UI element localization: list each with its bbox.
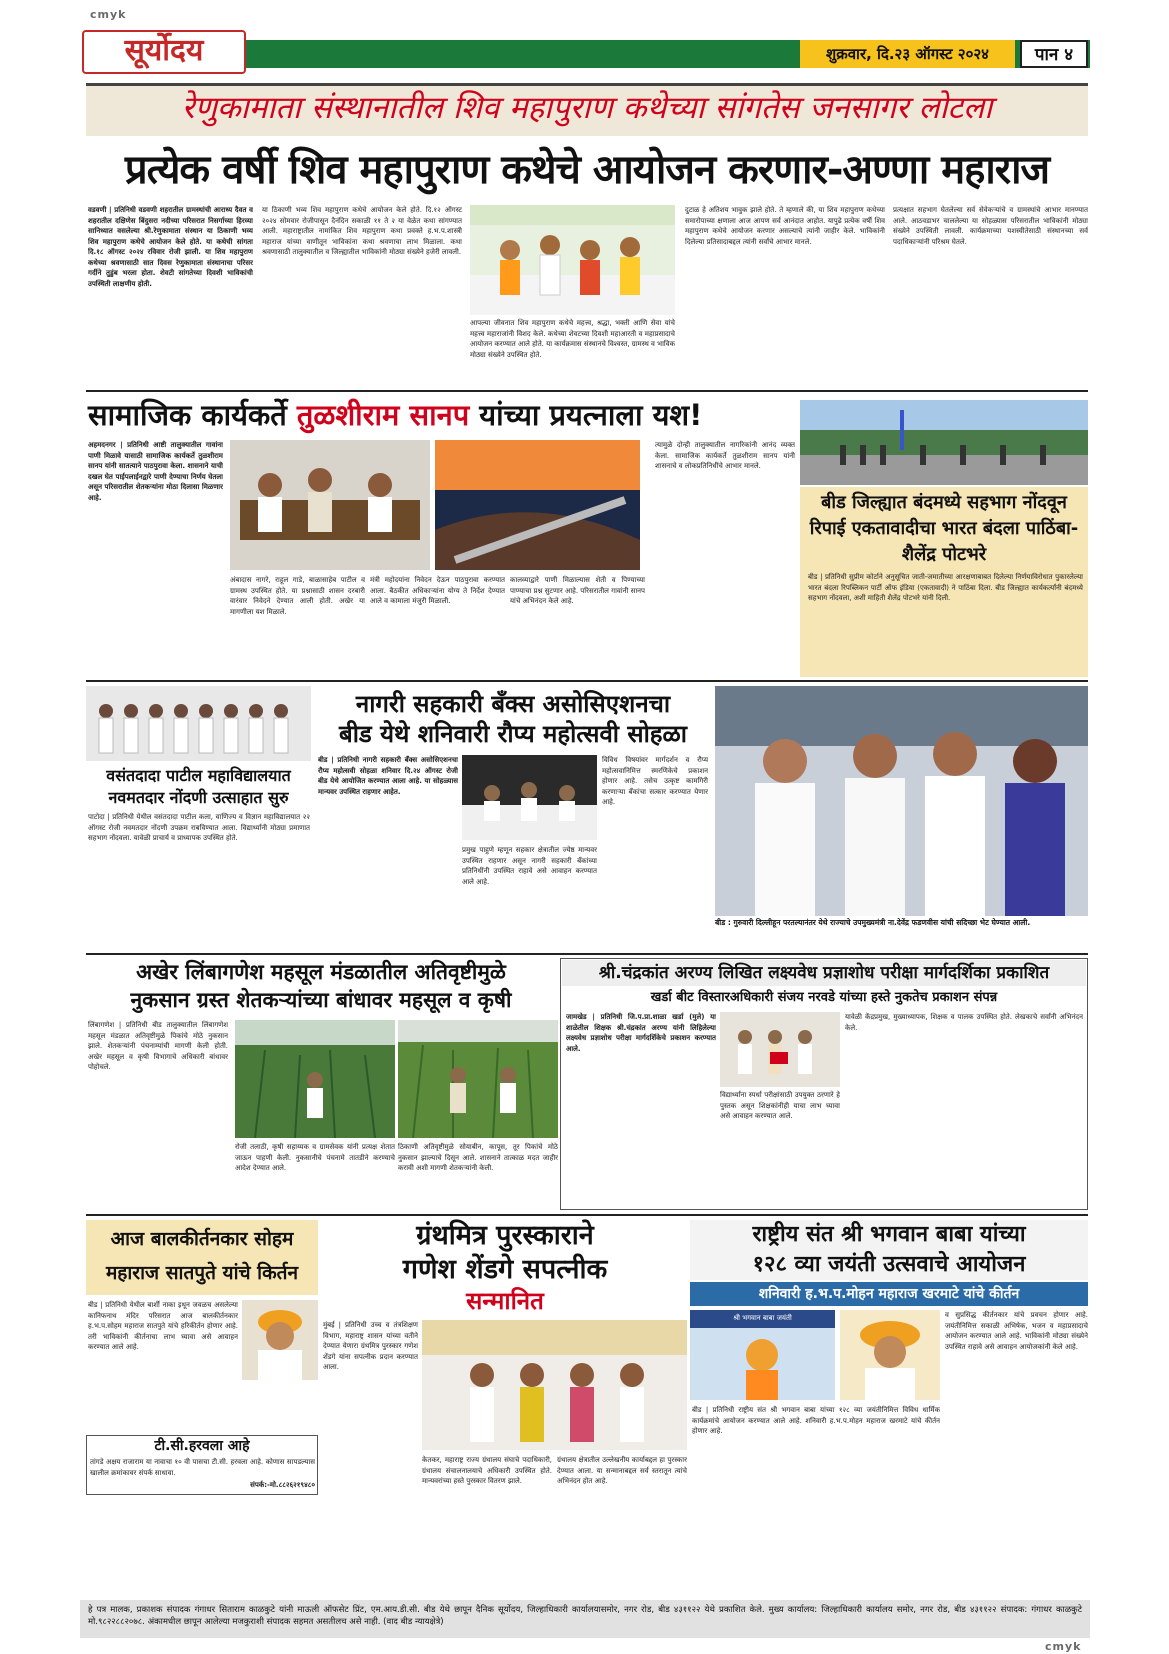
sanap-photo-2 — [435, 440, 640, 570]
bandh-headline: बीड जिल्ह्यात बंदमध्ये सहभाग नोंदवून रिपाई एकतावादीचा भारत बंदला पाठिंबा- शैलेंद्र पोटभरे — [809, 492, 1079, 565]
college-photo — [86, 686, 311, 761]
divider — [86, 680, 1088, 682]
bhagwanbaba-headline-2: १२८ व्या जयंती उत्सवाचे आयोजन — [690, 1250, 1088, 1280]
lead-headline: प्रत्येक वर्षी शिव महापुराण कथेचे आयोजन करणार-अण्णा महाराज — [124, 147, 1050, 193]
rain-headline-1: अखेर लिंबागणेश महसूल मंडळातील अतिवृष्टीमुळे — [136, 960, 506, 984]
rain-col-2: रोजी तलाठी, कृषी सहाय्यक व ग्रामसेवक यांनी प्रत्यक्ष शेतात जाऊन पाहणी केली. नुकसानीचे पंचनामे तातडीने करण्याचे आदेश देण्यात आले. — [235, 1143, 395, 1172]
book-col-2: विद्यार्थ्यांना स्पर्धा परीक्षांसाठी उपयुक्त ठरणारे हे पुस्तक असून शिक्षकांनीही याचा लाभ घ्यावा असे आवाहन करण्यात आले. — [720, 1091, 840, 1120]
sanap-col-5: त्यामुळे दोन्ही तालुक्यातील नागरिकांनी आनंद व्यक्त केला. सामाजिक कार्यकर्ते तुळशीराम सानप यांनी शासनाचे व लोकप्रतिनिधींचे आभार मानले. — [655, 441, 795, 470]
award-headline-2: गणेश शेंडगे सपत्नीक — [402, 1254, 608, 1285]
sanap-col-4: कालव्याद्वारे पाणी मिळाल्यास शेती व पिण्याच्या पाण्याचा प्रश्न सुटणार आहे. परिसरातील गावांनी सानप यांचे अभिनंदन केले आहे. — [510, 576, 645, 605]
rain-headline-2: नुकसान ग्रस्त शेतकऱ्यांच्या बांधावर महसूल व कृषी — [130, 988, 512, 1012]
book-subhead: खर्डा बीट विस्तारअधिकारी संजय नरवडे यांच्या हस्ते नुकतेच प्रकाशन संपन्न — [650, 990, 998, 1005]
divider — [86, 1214, 1088, 1216]
kirtan-headline-2: महाराज सातपुते यांचे किर्तन — [105, 1262, 299, 1284]
print-mark-bottom: cmyk — [1045, 1640, 1082, 1653]
bank-photo — [462, 755, 597, 840]
kirtan-photo — [242, 1300, 318, 1380]
book-photo — [720, 1012, 840, 1087]
sanap-headline — [88, 395, 788, 435]
college-headline-1: वसंतदादा पाटील महाविद्यालयात — [106, 766, 291, 785]
lead-kicker: रेणुकामाता संस्थानातील शिव महापुराण कथेच्या सांगतेस जनसागर लोटला — [181, 90, 993, 126]
college-body: पाटोदा | प्रतिनिधी येथील वसंतदादा पाटील कला, वाणिज्य व विज्ञान महाविद्यालयात २२ ऑगस्ट रोजी नवमतदार नोंदणी उपक्रम राबविण्यात आला. विद्यार्थ्यांनी मोठ्या प्रमाणात सहभाग नोंदवला. यावेळी प्राचार्य व प्राध्यापक उपस्थित होते. — [88, 813, 310, 842]
lost-notice-title: टी.सी.हरवला आहे — [154, 1438, 250, 1454]
college-headline-2: नवमतदार नोंदणी उत्साहात सुरु — [108, 788, 289, 807]
award-headline-3: सन्मानित — [466, 1286, 544, 1315]
meeting-photo — [715, 686, 1088, 916]
bhagwanbaba-col-2: व सुप्रसिद्ध कीर्तनकार यांचे प्रवचन होणार आहे. जयंतीनिमित्त सकाळी अभिषेक, भजन व महाप्रसादाचे आयोजन करण्यात आले आहे. भाविकांनी मोठ्या संख्येने उपस्थित राहावे असे आवाहन आयोजकांनी केले आहे. — [945, 1311, 1088, 1351]
newspaper-logo: सूर्योदय — [82, 30, 246, 74]
rain-photo-1 — [235, 1020, 395, 1138]
sanap-headline-name: तुळशीराम सानप — [296, 398, 470, 432]
sanap-headline-part2: यांच्या प्रयत्नाला यश! — [469, 398, 703, 432]
bandh-body: बीड | प्रतिनिधी सुप्रीम कोर्टाने अनुसूचित जाती-जमातीच्या आरक्षणाबाबत दिलेल्या निर्णयाविरोधात पुकारलेल्या भारत बंदला रिपब्लिकन पार्टी ऑफ इंडिया (एकतावादी) ने पाठिंबा दिला. बीड जिल्ह्यात कार्यकर्त्यांनी बंदमध्ये सहभाग नोंदवला, अशी माहिती शैलेंद्र पोटभरे यांनी दिली. — [808, 573, 1083, 602]
lead-col-4: दुटाळ हे अतिशय भावुक झाले होते. ते म्हणाले की, या शिव महापुराण कथेच्या समारोपाच्या क्षणाला आज आपण सर्व आनंदात आहोत. यापुढे प्रत्येक वर्षी शिव महापुराण कथेचे आयोजन करणार असल्याचे त्यांनी जाहीर केले. भाविकांनी दिलेल्या प्रतिसादाबद्दल त्यांनी सर्वांचे आभार मानले. — [685, 206, 885, 246]
book-col-1: जामखेड | प्रतिनिधी जि.प.प्रा.शाळा खर्डा (मुले) या शाळेतील शिक्षक श्री.चंद्रकांत अरण्य यांनी लिहिलेल्या लक्ष्यवेध प्रज्ञाशोध परीक्षा मार्गदर्शिकेचे प्रकाशन करण्यात आले. — [566, 1013, 716, 1053]
meeting-caption: बीड : गुरुवारी दिल्लीहून परतल्यानंतर येथे राज्याचे उपमुख्यमंत्री ना.देवेंद्र फडणवीस यांची सदिच्छा भेट घेण्यात आली. — [715, 918, 1031, 927]
lead-photo — [470, 205, 675, 315]
book-col-3: यावेळी केंद्रप्रमुख, मुख्याध्यापक, शिक्षक व पालक उपस्थित होते. लेखकाचे सर्वांनी अभिनंदन केले. — [845, 1013, 1083, 1032]
rain-col-1: लिंबागणेश | प्रतिनिधी बीड तालुक्यातील लिंबागणेश महसूल मंडळात अतिवृष्टीमुळे पिकांचे मोठे नुकसान झाले. शेतकऱ्यांनी पंचनाम्यांची मागणी केली होती. अखेर महसूल व कृषी विभागाचे अधिकारी बांधावर पोहोचले. — [88, 1021, 228, 1071]
sanap-photo-1 — [230, 440, 430, 570]
bank-col-3: विविध विषयांवर मार्गदर्शन व रौप्य महोत्सवानिमित्त स्मरणिकेचे प्रकाशन होणार आहे. तसेच उत्कृष्ट कामगिरी करणाऱ्या बँकांचा सत्कार करण्यात येणार आहे. — [602, 756, 708, 806]
award-headline-1: ग्रंथमित्र पुरस्काराने — [416, 1220, 594, 1251]
award-col-1: मुंबई | प्रतिनिधी उच्च व तंत्रशिक्षण विभाग, महाराष्ट्र शासन यांच्या वतीने देण्यात येणारा ग्रंथमित्र पुरस्कार गणेश शेंडगे यांना सपत्नीक प्रदान करण्यात आला. — [323, 1321, 418, 1371]
kirtan-headline-1: आज बालकीर्तनकार सोहम — [110, 1228, 294, 1250]
issue-date: शुक्रवार, दि.२३ ऑगस्ट २०२४ — [800, 40, 1015, 68]
bank-headline-1: नागरी सहकारी बँक्स असोसिएशनचा — [355, 690, 671, 718]
print-mark-top: cmyk — [90, 8, 127, 21]
divider — [86, 953, 1088, 955]
bandh-photo — [800, 400, 1088, 485]
kharmate-photo — [840, 1310, 940, 1400]
award-col-2: केतकर, महाराष्ट्र राज्य ग्रंथालय संघाचे पदाधिकारी, ग्रंथालय संचालनालयाचे अधिकारी उपस्थित होते. मान्यवरांच्या हस्ते पुरस्कार वितरण झाले. — [422, 1456, 552, 1485]
divider — [86, 390, 1088, 392]
book-headline: श्री.चंद्रकांत अरण्य लिखित लक्ष्यवेध प्रज्ञाशोध परीक्षा मार्गदर्शिका प्रकाशित — [562, 960, 1086, 986]
bank-col-2: प्रमुख पाहुणे म्हणून सहकार क्षेत्रातील ज्येष्ठ मान्यवर उपस्थित राहणार असून नागरी सहकारी बँकांच्या प्रतिनिधींनी उपस्थित राहावे असे आवाहन करण्यात आले आहे. — [462, 846, 597, 886]
award-photo — [422, 1320, 687, 1450]
rain-col-3: ठिकाणी अतिवृष्टीमुळे सोयाबीन, कापूस, तूर पिकांचे मोठे नुकसान झाल्याचे दिसून आले. शासनाने तात्काळ मदत जाहीर करावी अशी मागणी शेतकऱ्यांनी केली. — [398, 1143, 558, 1172]
bank-headline-2: बीड येथे शनिवारी रौप्य महोत्सवी सोहळा — [338, 720, 688, 748]
page-number: पान ४ — [1020, 40, 1088, 68]
bhagwanbaba-body: बीड | प्रतिनिधी राष्ट्रीय संत श्री भगवान बाबा यांच्या १२८ व्या जयंतीनिमित्त विविध धार्मिक कार्यक्रमांचे आयोजन करण्यात आले आहे. शनिवारी ह.भ.प.मोहन महाराज खरमाटे यांचे कीर्तन होणार आहे. — [692, 1406, 940, 1435]
bhagwanbaba-subhead: शनिवारी ह.भ.प.मोहन महाराज खरमाटे यांचे कीर्तन — [690, 1282, 1088, 1306]
kirtan-body: बीड | प्रतिनिधी येथील बार्शी नाका इथून जवळच असलेल्या कानिफनाथ मंदिर परिसरात आज बालकीर्तनकार ह.भ.प.सोहम महाराज सातपुते यांचे हरिकीर्तन होणार आहे. तरी भाविकांनी कीर्तनाचा लाभ घ्यावा असे आवाहन करण्यात आले आहे. — [88, 1301, 238, 1351]
sanap-col-2: अंबादास नागरे, राहूल गाडे, बाळासाहेब पाटील व ग्रामस्थ उपस्थित होते. या प्रश्नासाठी शासन दरबारी वारंवार निवेदने देण्यात आली होती. अखेर या मागणीला यश मिळाले. — [230, 576, 365, 616]
sanap-col-3: मंत्री महोदयांना निवेदन देऊन पाठपुरावा करण्यात आला. बैठकीत अधिकाऱ्यांना योग्य ते निर्देश देण्यात आले व कामाला मंजुरी मिळाली. — [370, 576, 505, 605]
bhagwanbaba-headline-1: राष्ट्रीय संत श्री भगवान बाबा यांच्या — [690, 1220, 1088, 1250]
bank-col-1: बीड | प्रतिनिधी नागरी सहकारी बँक्स असोसिएशनचा रौप्य महोत्सवी सोहळा शनिवार दि.२४ ऑगस्ट रोजी बीड येथे आयोजित करण्यात आला आहे. या सोहळ्यास मान्यवर उपस्थित राहणार आहेत. — [318, 756, 458, 796]
award-col-3: ग्रंथालय क्षेत्रातील उल्लेखनीय कार्याबद्दल हा पुरस्कार देण्यात आला. या सन्मानाबद्दल सर्व स्तरातून त्यांचे अभिनंदन होत आहे. — [557, 1456, 687, 1485]
lead-col-3: आपल्या जीवनात शिव महापुराण कथेचे महत्त्व, श्रद्धा, भक्ती आणि सेवा यांचे महत्त्व महाराजांनी विशद केले. कथेच्या शेवटच्या दिवशी महाआरती व महाप्रसादाचे आयोजन करण्यात आले होते. या कार्यक्रमास संस्थानचे विश्वस्त, ग्रामस्थ व भाविक मोठ्या संख्येने उपस्थित होते. — [470, 319, 675, 359]
lead-col-5: प्रत्यक्षात सहभाग घेतलेल्या सर्व सेवेकऱ्यांचे व ग्रामस्थांचे आभार मानण्यात आले. आठवडाभर चाललेल्या या सोहळ्यास परिसरातील भाविकांनी मोठ्या संख्येने उपस्थिती लावली. कार्यक्रमाच्या यशस्वीतेसाठी संस्थानच्या सर्व पदाधिकाऱ्यांनी परिश्रम घेतले. — [893, 206, 1088, 246]
bhagwanbaba-banner: श्री भगवान बाबा जयंती — [733, 1314, 792, 1322]
sanap-headline-part1: सामाजिक कार्यकर्ते — [88, 398, 297, 432]
rain-photo-2 — [398, 1020, 558, 1138]
imprint-footer: हे पत्र मालक, प्रकाशक संपादक गंगाधर सिताराम काळकुटे यांनी माऊली ऑफसेट प्रिंट, एम.आय.डी.सी. बीड येथे छापून दैनिक सूर्योदय, जिल्हाधिकारी कार्यालयासमोर, नगर रोड, बीड ४३११२२ येथे प्रकाशित केले. मुख्य कार्यालय: जिल्हाधिकारी कार्यालय समोर, नगर रोड, बीड ४३११२२ संपादक: गंगाधर काळकुटे मो.९८२२८८२०७८. अंकामधील छापून आलेल्या मजकुराशी संपादक सहमत असतीलच असे नाही. (वाद बीड न्यायक्षेत्रे) — [80, 1600, 1090, 1638]
lead-col-2: या ठिकाणी भव्य शिव महापुराण कथेचे आयोजन केले होते. दि.१२ ऑगस्ट २०२४ सोमवार रोजीपासून दैनंदिन सकाळी ११ ते २ या वेळेत कथा सांगण्यात आली. महाराष्ट्रातील नामांकित शिव महापुराण कथा प्रवक्ते ह.भ.प.शास्त्री महाराज यांच्या वाणीतून भाविकांना कथा श्रवणाचा लाभ मिळाला. कथा श्रवणासाठी तालुक्यातील व जिल्ह्यातील भाविकांनी मोठ्या संख्येने हजेरी लावली. — [262, 206, 462, 256]
sanap-col-1: अहमदनगर | प्रतिनिधी आष्टी तालुक्यातील गावांना पाणी मिळावे यासाठी सामाजिक कार्यकर्ते तुळशीराम सानप यांनी सातत्याने पाठपुरावा केला. शासनाने याची दखल घेत पाईपलाईनद्वारे पाणी देण्याचा निर्णय घेतला असून परिसरातील शेतकऱ्यांना मोठा दिलासा मिळणार आहे. — [88, 441, 223, 502]
lead-col-1: वडवणी | प्रतिनिधी वडवणी शहरातील ग्रामस्थांची आराध्य दैवत व शहरातील दक्षिणेस बिंदुसरा नदीच्या परिसरात निसर्गाच्या हिरव्या सानिध्यात वसलेल्या श्री.रेणुकामाता संस्थान या ठिकाणी भव्य शिव महापुराण कथेचे आयोजन केले होते. या कथेची सांगता दि.१८ ऑगस्ट २०२४ रविवार रोजी झाली. या शिव महापुराण कथेच्या श्रवणासाठी सात दिवस रेणुकामाता संस्थानाचा परिसर गर्दीने तुडुंब भरला होता. शेवटी सांगतेच्या दिवशी भाविकांची उपस्थिती लाक्षणीय होती. — [88, 206, 253, 288]
lost-notice-body: तांगडे अक्षय राजाराम या नावाचा १० वी पासचा टी.सी. हरवला आहे. कोणास सापडल्यास खालील क्रमांकावर संपर्क साधावा. — [90, 1458, 315, 1477]
lost-notice-contact: संपर्क:-मो.८८२६२१९४८० — [250, 1481, 315, 1489]
